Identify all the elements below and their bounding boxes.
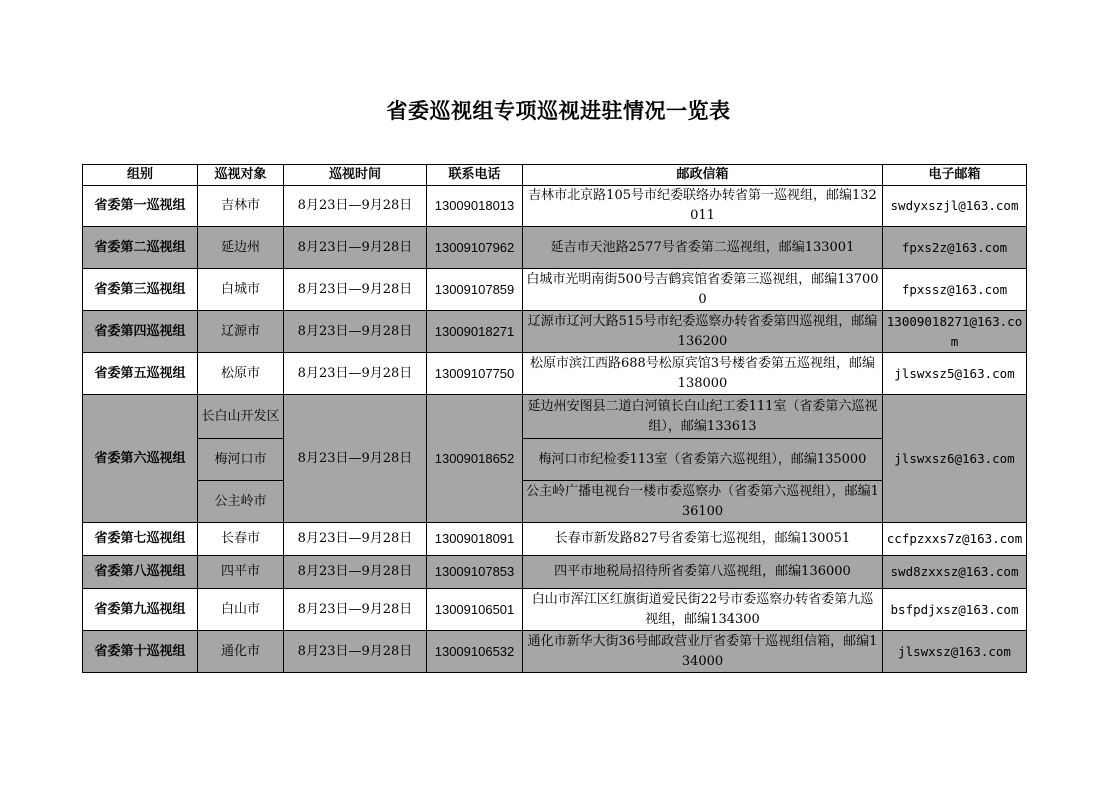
mailbox-cell: 长春市新发路827号省委第七巡视组，邮编130051 [523, 523, 883, 556]
group-cell: 省委第六巡视组 [83, 395, 198, 523]
target-cell: 延边州 [198, 227, 284, 269]
mailbox-cell: 吉林市北京路105号市纪委联络办转省第一巡视组，邮编132011 [523, 186, 883, 227]
table-row [83, 556, 1027, 589]
email-cell: bsfpdjxsz@163.com [883, 589, 1027, 631]
target-cell: 松原市 [198, 353, 284, 395]
target-cell: 长春市 [198, 523, 284, 556]
time-cell: 8月23日—9月28日 [284, 269, 427, 311]
mailbox-cell: 白山市浑江区红旗街道爱民街22号市委巡察办转省委第九巡视组，邮编134300 [523, 589, 883, 631]
header-phone: 联系电话 [427, 165, 523, 186]
document-title: 省委巡视组专项巡视进驻情况一览表 [386, 98, 731, 123]
group-cell: 省委第二巡视组 [83, 227, 198, 269]
table-row [83, 395, 1027, 439]
phone-cell: 13009107859 [427, 269, 523, 311]
email-cell: jlswxsz6@163.com [883, 395, 1027, 523]
group-cell: 省委第三巡视组 [83, 269, 198, 311]
inspection-table [82, 164, 1027, 673]
table-row [83, 523, 1027, 556]
target-cell: 长白山开发区 [198, 395, 284, 439]
table-row [83, 186, 1027, 227]
time-cell: 8月23日—9月28日 [284, 186, 427, 227]
table-row [83, 631, 1027, 673]
email-cell: jlswxsz@163.com [883, 631, 1027, 673]
target-cell: 白城市 [198, 269, 284, 311]
mailbox-cell: 延吉市天池路2577号省委第二巡视组，邮编133001 [523, 227, 883, 269]
table-row [83, 589, 1027, 631]
email-cell: swd8zxxsz@163.com [883, 556, 1027, 589]
time-cell: 8月23日—9月28日 [284, 311, 427, 353]
email-cell: jlswxsz5@163.com [883, 353, 1027, 395]
mailbox-cell: 辽源市辽河大路515号市纪委巡察办转省委第四巡视组，邮编136200 [523, 311, 883, 353]
target-cell: 公主岭市 [198, 481, 284, 523]
mailbox-cell: 梅河口市纪检委113室（省委第六巡视组），邮编135000 [523, 439, 883, 481]
header-mailbox: 邮政信箱 [523, 165, 883, 186]
header-group: 组别 [83, 165, 198, 186]
mailbox-cell: 通化市新华大街36号邮政营业厅省委第十巡视组信箱，邮编134000 [523, 631, 883, 673]
header-row [83, 165, 1027, 186]
mailbox-cell: 松原市滨江西路688号松原宾馆3号楼省委第五巡视组，邮编138000 [523, 353, 883, 395]
mailbox-cell: 白城市光明南街500号吉鹤宾馆省委第三巡视组，邮编137000 [523, 269, 883, 311]
target-cell: 辽源市 [198, 311, 284, 353]
time-cell: 8月23日—9月28日 [284, 589, 427, 631]
email-cell: swdyxszjl@163.com [883, 186, 1027, 227]
target-cell: 四平市 [198, 556, 284, 589]
target-cell: 白山市 [198, 589, 284, 631]
mailbox-cell: 延边州安图县二道白河镇长白山纪工委111室（省委第六巡视组），邮编133613 [523, 395, 883, 439]
target-cell: 吉林市 [198, 186, 284, 227]
phone-cell: 13009018013 [427, 186, 523, 227]
table-row [83, 311, 1027, 353]
time-cell: 8月23日—9月28日 [284, 631, 427, 673]
mailbox-cell: 四平市地税局招待所省委第八巡视组，邮编136000 [523, 556, 883, 589]
phone-cell: 13009018652 [427, 395, 523, 523]
group-cell: 省委第七巡视组 [83, 523, 198, 556]
target-cell: 通化市 [198, 631, 284, 673]
target-cell: 梅河口市 [198, 439, 284, 481]
header-email: 电子邮箱 [883, 165, 1027, 186]
group-cell: 省委第八巡视组 [83, 556, 198, 589]
email-cell: ccfpzxxs7z@163.com [883, 523, 1027, 556]
phone-cell: 13009107853 [427, 556, 523, 589]
time-cell: 8月23日—9月28日 [284, 395, 427, 523]
table-row [83, 353, 1027, 395]
group-cell: 省委第五巡视组 [83, 353, 198, 395]
table-row [83, 269, 1027, 311]
time-cell: 8月23日—9月28日 [284, 556, 427, 589]
mailbox-cell: 公主岭广播电视台一楼市委巡察办（省委第六巡视组），邮编136100 [523, 481, 883, 523]
time-cell: 8月23日—9月28日 [284, 523, 427, 556]
phone-cell: 13009018091 [427, 523, 523, 556]
email-cell: 13009018271@163.com [883, 311, 1027, 353]
header-target: 巡视对象 [198, 165, 284, 186]
table-row [83, 227, 1027, 269]
phone-cell: 13009107962 [427, 227, 523, 269]
group-cell: 省委第九巡视组 [83, 589, 198, 631]
time-cell: 8月23日—9月28日 [284, 227, 427, 269]
group-cell: 省委第四巡视组 [83, 311, 198, 353]
phone-cell: 13009107750 [427, 353, 523, 395]
time-cell: 8月23日—9月28日 [284, 353, 427, 395]
email-cell: fpxssz@163.com [883, 269, 1027, 311]
group-cell: 省委第一巡视组 [83, 186, 198, 227]
phone-cell: 13009018271 [427, 311, 523, 353]
email-cell: fpxs2z@163.com [883, 227, 1027, 269]
phone-cell: 13009106501 [427, 589, 523, 631]
group-cell: 省委第十巡视组 [83, 631, 198, 673]
phone-cell: 13009106532 [427, 631, 523, 673]
header-time: 巡视时间 [284, 165, 427, 186]
